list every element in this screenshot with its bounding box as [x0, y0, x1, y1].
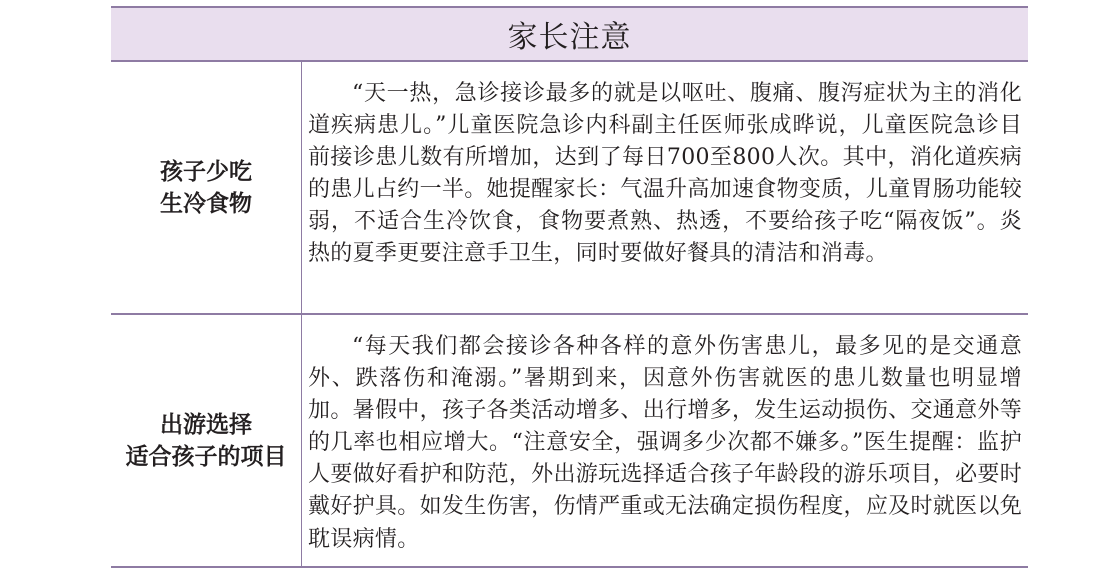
row-content-text: “每天我们都会接诊各种各样的意外伤害患儿，最多见的是交通意外、跌落伤和淹溺。”暑期到来，因意外伤害就医的患儿数量也明显增加。暑假中，孩子各类活动增多、出行增多，发生运动损伤、交通意外等的几率也相应增大。“注意安全，强调多少次都不嫌多。”医生提醒：监护人要做好看护和防范，外出游玩选择适合孩子年龄段的游乐项目，必要时戴好护具。如发生伤害，伤情严重或无法确定损伤程度，应及时就医以免耽误病情。 — [308, 334, 1022, 552]
row-label-line: 出游选择 — [160, 411, 252, 438]
row-label-line: 孩子少吃 — [160, 158, 252, 185]
table-row — [111, 315, 1028, 568]
row-label-cell — [111, 315, 301, 566]
row-label — [160, 156, 252, 220]
row-content-cell — [308, 78, 1022, 271]
row-label-line: 生冷食物 — [160, 190, 252, 217]
table-title: 家长注意 — [507, 20, 632, 55]
table-row — [111, 62, 1028, 313]
row-content-text: “天一热，急诊接诊最多的就是以呕吐、腹痛、腹泻症状为主的消化道疾病患儿。”儿童医院急诊内科副主任医师张成晔说，儿童医院急诊目前接诊患儿数有所增加，达到了每日700至800人次。其中，消化道疾病的患儿占约一半。她提醒家长：气温升高加速食物变质，儿童胃肠功能较弱，不适合生冷饮食，食物要煮熟、热透，不要给孩子吃“隔夜饭”。炎热的夏季更要注意手卫生，同时要做好餐具的清洁和消毒。 — [308, 81, 1022, 267]
row-label-cell — [111, 62, 301, 313]
row-content-cell — [308, 331, 1022, 556]
row-label-line: 适合孩子的项目 — [125, 443, 287, 470]
table-header — [111, 6, 1028, 62]
parent-notice-table — [111, 6, 1028, 563]
row-label — [126, 409, 287, 473]
